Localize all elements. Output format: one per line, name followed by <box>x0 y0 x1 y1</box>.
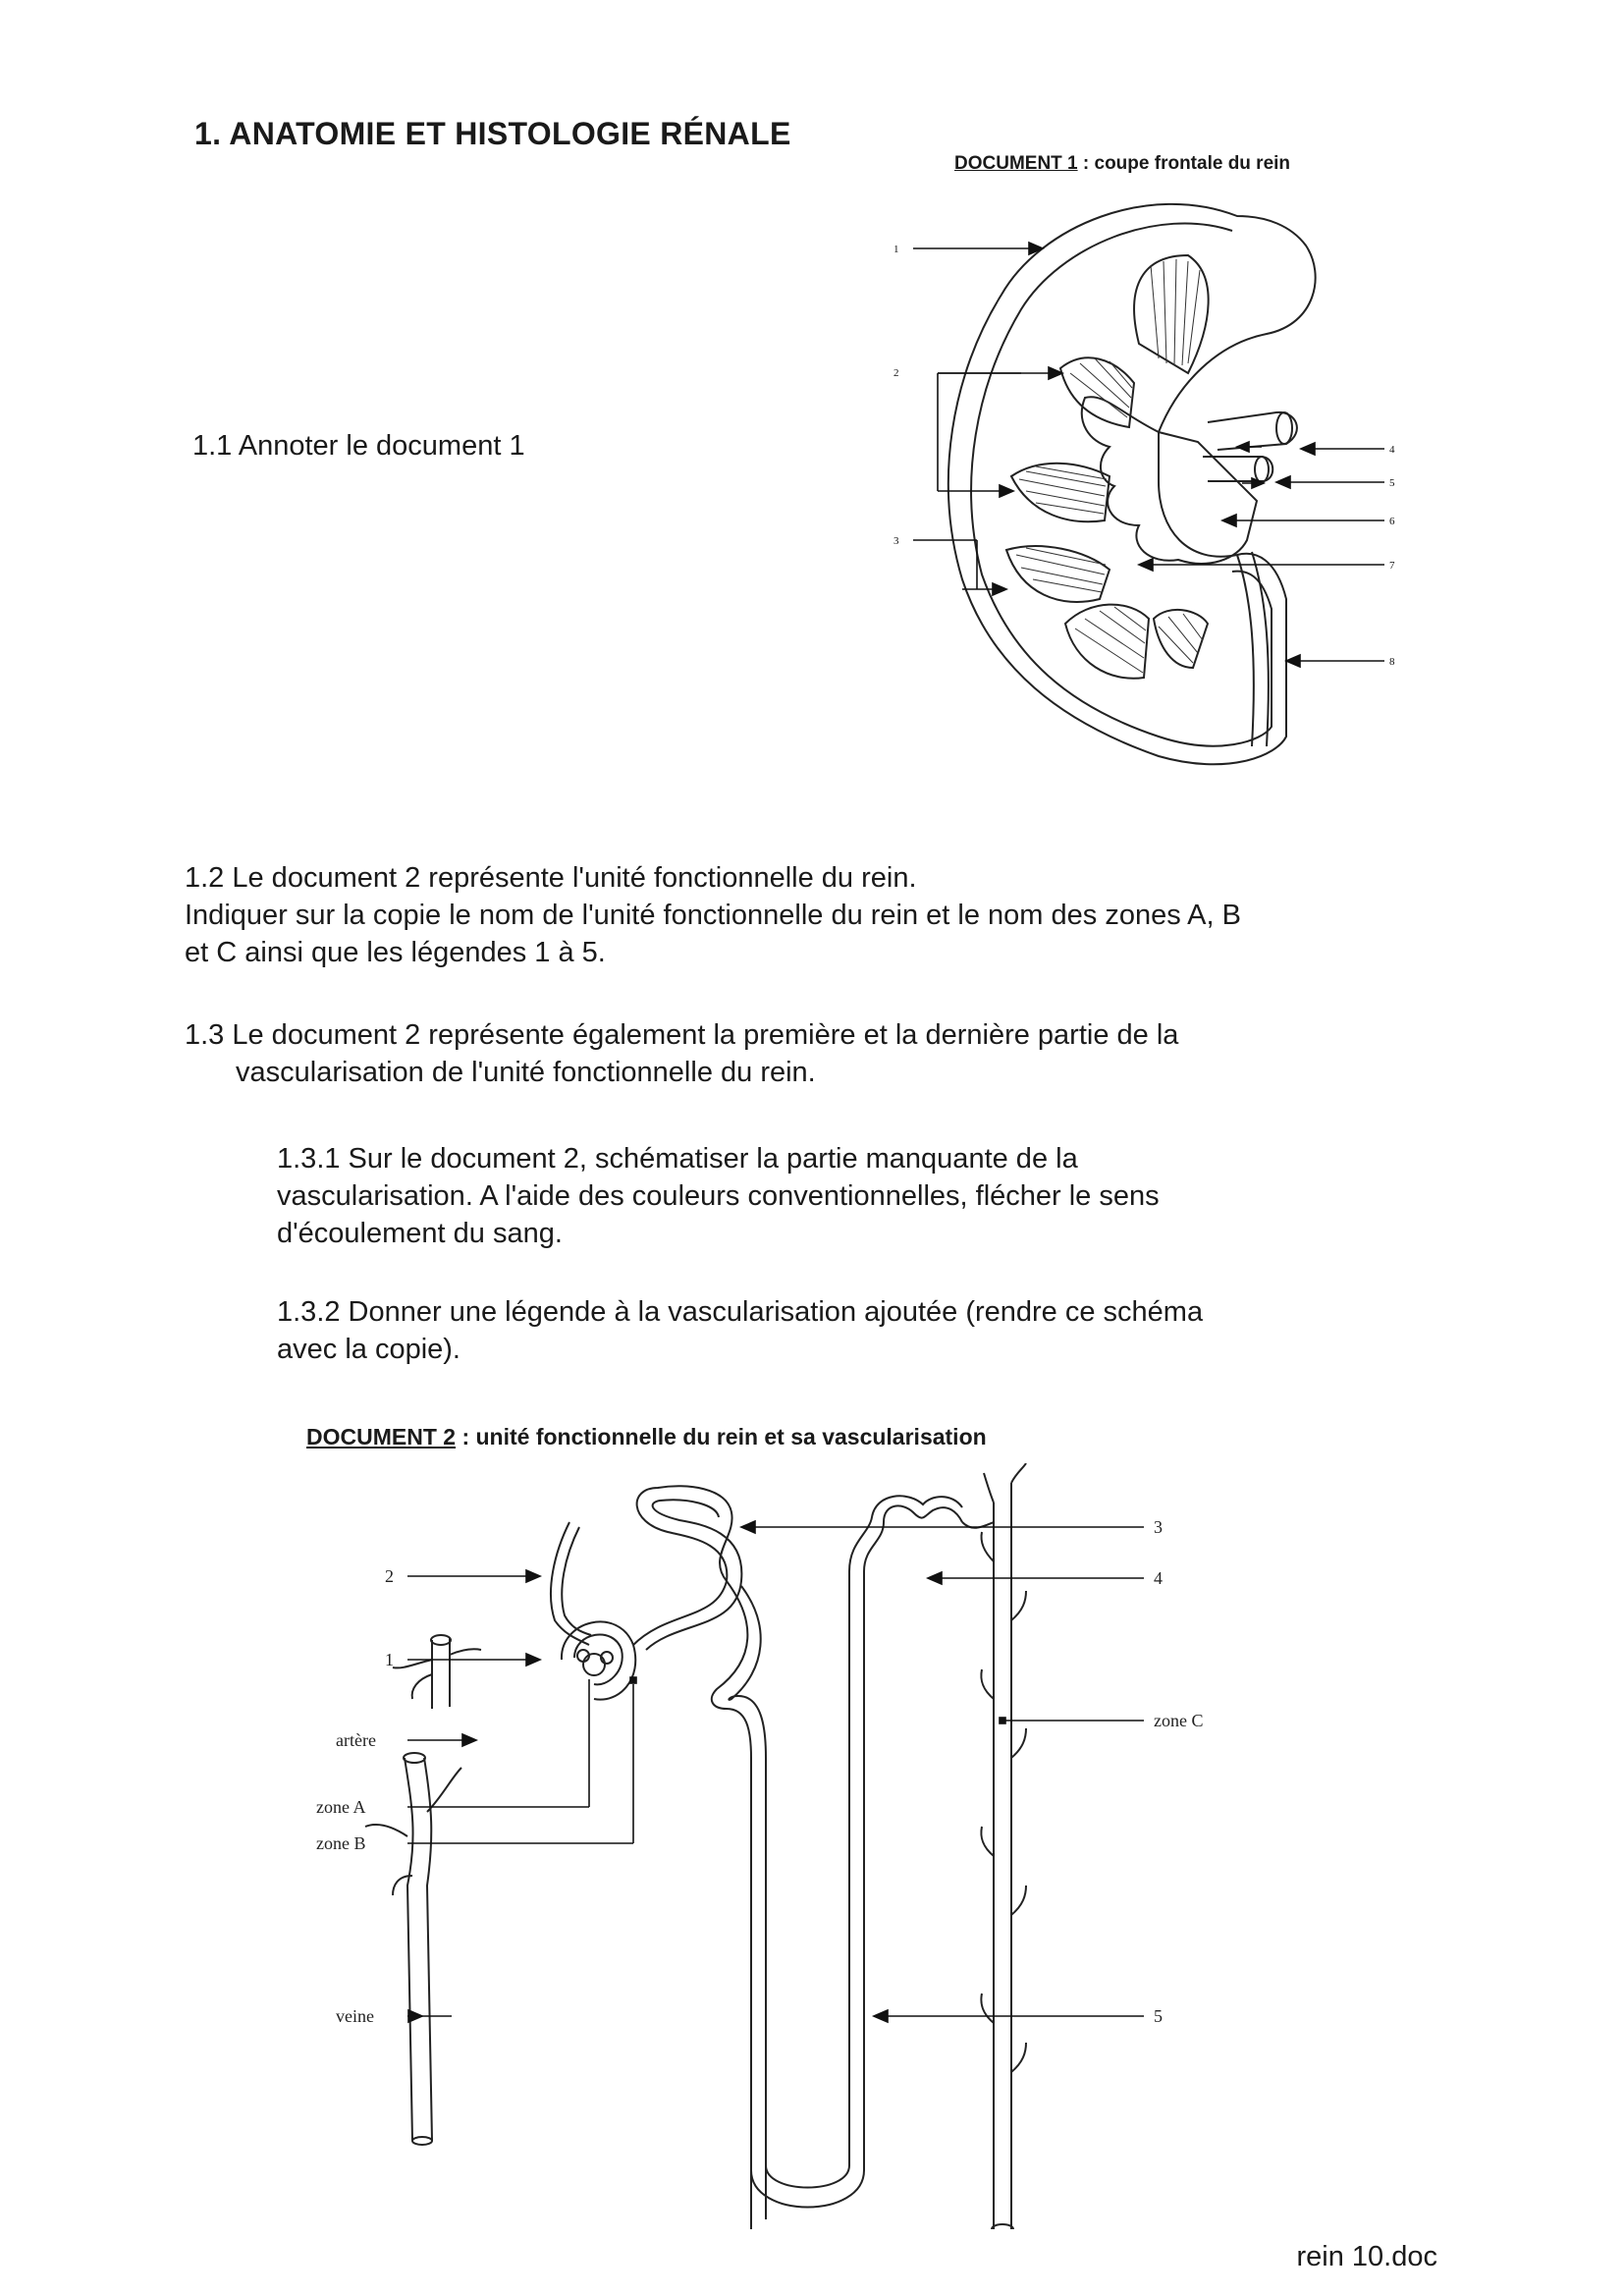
doc1-label-2: 2 <box>893 367 899 379</box>
descending-limb <box>712 1581 751 2229</box>
doc1-caption <box>954 153 1290 175</box>
question-1-3-line2: vascularisation de l'unité fonctionnelle du rein. <box>236 1057 816 1088</box>
doc2-caption-prefix: DOCUMENT 2 <box>306 1424 457 1449</box>
question-1-2-line1: 1.2 Le document 2 représente l'unité fonctionnelle du rein. <box>185 862 917 894</box>
doc1-caption-prefix: DOCUMENT 1 <box>954 153 1078 174</box>
question-1-3-1-line3: d'écoulement du sang. <box>277 1218 563 1249</box>
question-1-3-1-line1: 1.3.1 Sur le document 2, schématiser la partie manquante de la <box>277 1143 1078 1175</box>
doc2-label-zone-b: zone B <box>316 1833 366 1853</box>
bowman-capsule <box>562 1621 635 1699</box>
question-1-3-line1: 1.3 Le document 2 représente également la première et la dernière partie de la <box>185 1019 1179 1051</box>
doc1-label-3: 3 <box>893 535 899 547</box>
ascending-limb <box>864 1505 962 2170</box>
doc2-label-3: 3 <box>1154 1517 1163 1537</box>
page-title: 1. ANATOMIE ET HISTOLOGIE RÉNALE <box>194 116 791 151</box>
nephron-diagram <box>295 1463 1257 2229</box>
doc1-label-1: 1 <box>893 244 899 255</box>
doc1-label-8: 8 <box>1389 656 1395 668</box>
doc2-caption <box>306 1424 987 1450</box>
doc2-label-5: 5 <box>1154 2006 1163 2026</box>
ureter <box>1237 555 1254 746</box>
question-1-3-1-line2: vascularisation. A l'aide des couleurs conventionnelles, flécher le sens <box>277 1180 1160 1212</box>
question-1-3-2-line1: 1.3.2 Donner une légende à la vascularisation ajoutée (rendre ce schéma <box>277 1296 1204 1328</box>
pyramid-mid-left <box>1011 464 1110 521</box>
pyramid-top <box>1134 255 1209 373</box>
question-1-2-line3: et C ainsi que les légendes 1 à 5. <box>185 937 606 968</box>
pyramid-bottom-right <box>1154 610 1208 668</box>
doc2-label-veine: veine <box>336 2006 374 2026</box>
doc2-label-1: 1 <box>385 1650 394 1669</box>
question-1-3-2-line2: avec la copie). <box>277 1334 460 1365</box>
renal-artery <box>1203 457 1272 481</box>
doc1-label-6: 6 <box>1389 516 1395 527</box>
question-1-1: 1.1 Annoter le document 1 <box>192 430 525 462</box>
footer-filename: rein 10.doc <box>1296 2241 1437 2272</box>
doc2-label-4: 4 <box>1154 1568 1163 1588</box>
doc1-label-4: 4 <box>1389 444 1395 456</box>
doc1-label-5: 5 <box>1389 477 1395 489</box>
loop-of-henle <box>751 2170 864 2208</box>
doc2-label-artere: artère <box>336 1730 376 1750</box>
vein <box>405 1758 413 2141</box>
doc2-label-zone-a: zone A <box>316 1797 366 1817</box>
doc2-label-zone-c: zone C <box>1154 1711 1204 1730</box>
doc2-label-2: 2 <box>385 1566 394 1586</box>
pyramid-upper-left <box>1060 357 1134 427</box>
doc1-caption-rest: : coupe frontale du rein <box>1077 153 1291 174</box>
question-1-2-line2: Indiquer sur la copie le nom de l'unité fonctionnelle du rein et le nom des zones A, B <box>185 900 1241 931</box>
proximal-tubule <box>633 1486 732 1645</box>
arteriole <box>551 1522 589 1645</box>
doc2-caption-rest: : unité fonctionnelle du rein et sa vascularisation <box>456 1424 987 1449</box>
kidney-diagram <box>864 187 1414 776</box>
doc1-label-7: 7 <box>1389 560 1395 572</box>
